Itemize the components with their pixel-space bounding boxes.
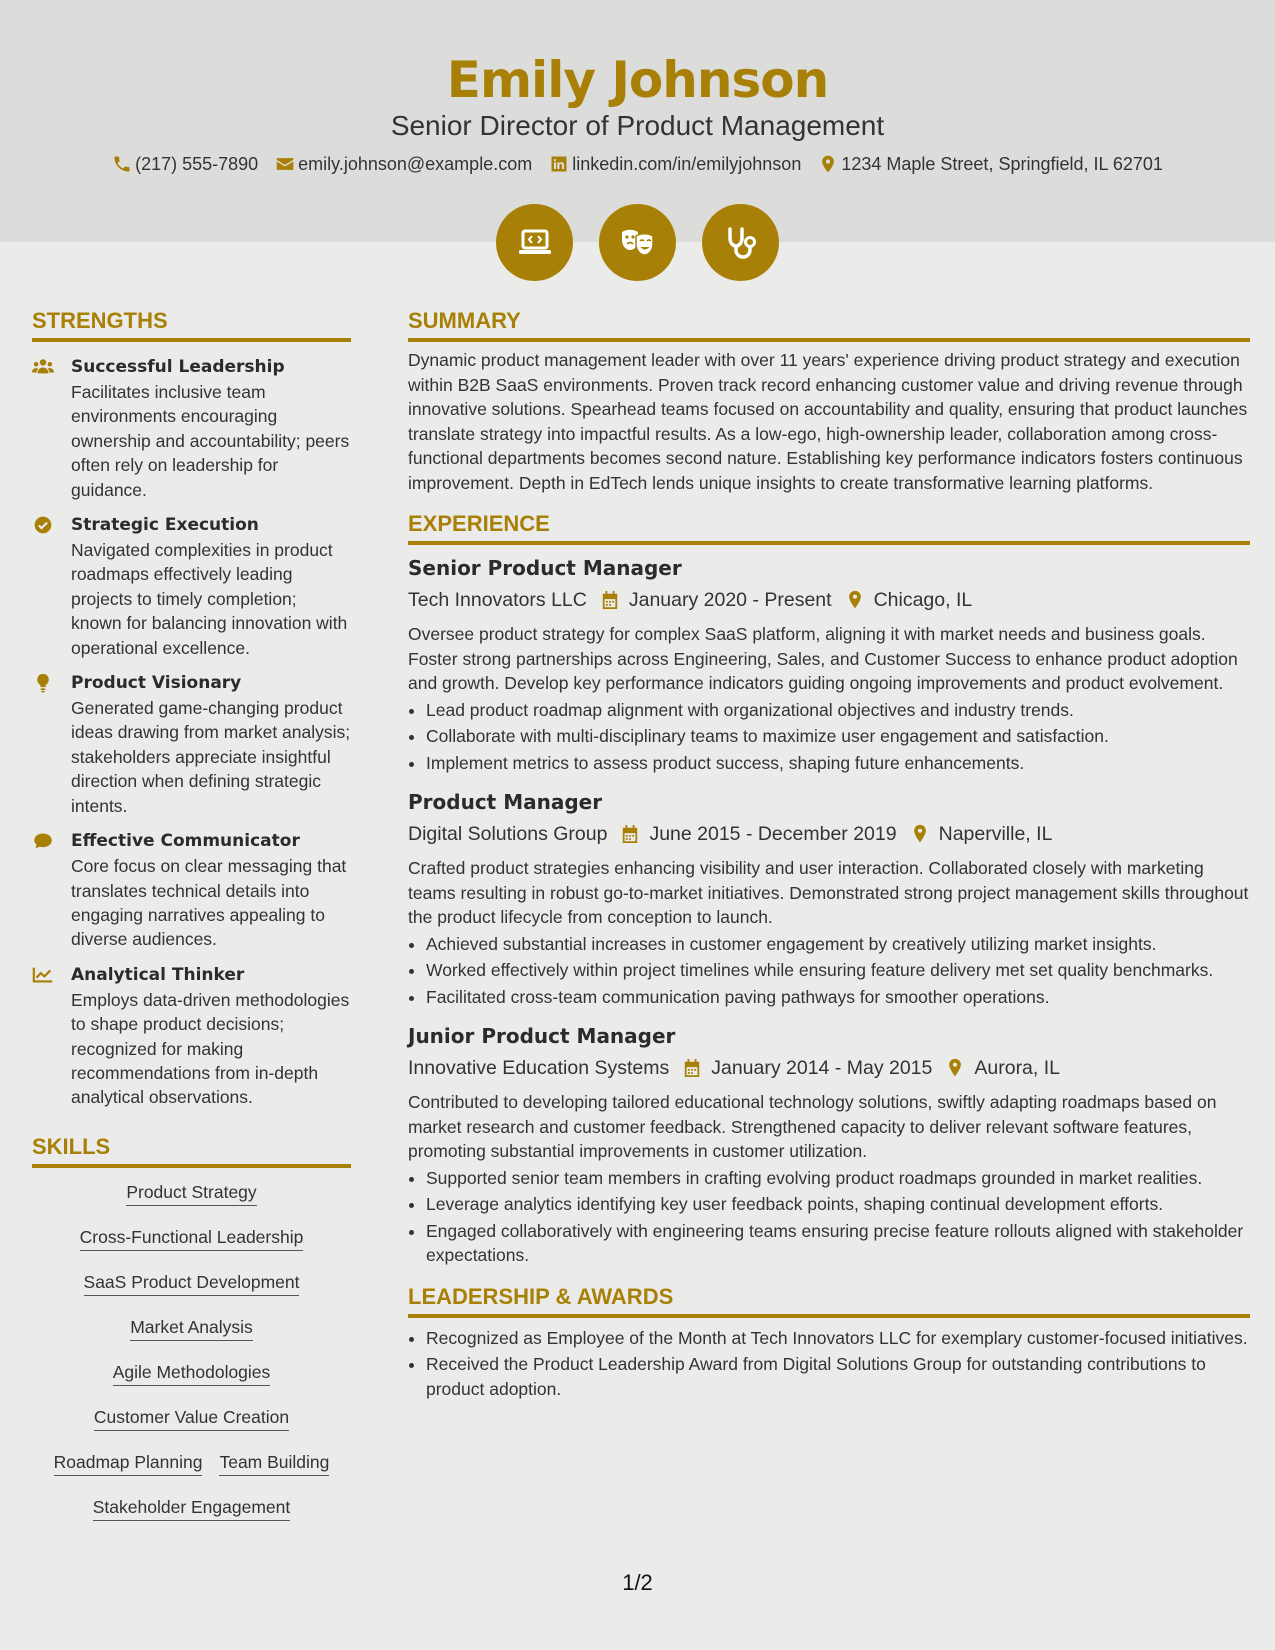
contact-bar: [0, 151, 1275, 177]
strength-title: Effective Communicator: [71, 831, 300, 852]
experience-section: [408, 509, 1250, 1268]
comment-icon: [32, 831, 54, 851]
job-description: Crafted product strategies enhancing visibility and user interaction. Collaborated closely with marketing teams resulting in robust go-to-market initiatives. Demonstrated strong project management skills throughout the product lifecycle from conception to launch.: [408, 858, 1249, 927]
list-item: • Worked effectively within project timelines while ensuring feature delivery met set quality benchmarks.: [426, 958, 1250, 983]
list-item: • Leverage analytics identifying key user feedback points, shaping continual development efforts.: [426, 1192, 1250, 1217]
list-item: • Achieved substantial increases in customer engagement by creatively utilizing market insights.: [426, 932, 1250, 957]
list-item: • Engaged collaboratively with engineering teams ensuring precise feature rollouts aligned with stakeholder expectations.: [426, 1219, 1250, 1268]
skill-tag: Product Strategy: [126, 1180, 256, 1206]
strengths-heading: STRENGTHS: [32, 306, 351, 342]
experience-heading: EXPERIENCE: [408, 509, 1250, 545]
strength-title: Strategic Execution: [71, 515, 259, 536]
map-pin-icon: [818, 154, 838, 174]
map-pin-icon: [911, 824, 929, 844]
list-item: • Facilitated cross-team communication paving pathways for smoother operations.: [426, 985, 1250, 1010]
skills-section: [32, 1132, 351, 1521]
job-title: Product Manager: [408, 790, 603, 814]
strength-desc: Generated game-changing product ideas drawing from market analysis; stakeholders appreciate insightful direction when defining strategic intents.: [71, 698, 351, 816]
users-icon: [32, 357, 54, 377]
contact-address-text: 1234 Maple Street, Springfield, IL 62701: [841, 154, 1163, 174]
contact-linkedin[interactable]: [549, 151, 801, 177]
job-dates: January 2020 - Present: [628, 589, 832, 611]
badge-stethoscope: [702, 204, 779, 281]
lightbulb-icon: [32, 673, 54, 693]
job-dates: January 2014 - May 2015: [711, 1057, 933, 1079]
skill-tag: SaaS Product Development: [84, 1270, 300, 1296]
strength-item: [32, 670, 351, 818]
interest-badges: [0, 204, 1275, 281]
laptop-code-icon: [515, 223, 555, 263]
strength-desc: Navigated complexities in product roadmaps effectively leading projects to timely completion; known for balancing innovation with operational excellence.: [71, 540, 348, 658]
strength-title: Successful Leadership: [71, 357, 285, 377]
job-entry: [408, 553, 1250, 775]
candidate-name: Emily Johnson: [446, 51, 829, 109]
phone-icon: [112, 154, 132, 174]
job-bullets: [408, 698, 1250, 776]
job-company: Innovative Education Systems: [408, 1057, 670, 1079]
linkedin-icon: [549, 154, 569, 174]
right-column: [408, 306, 1250, 1401]
skill-tag: Cross-Functional Leadership: [80, 1225, 304, 1251]
job-company: Tech Innovators LLC: [408, 589, 587, 611]
job-meta: [408, 1053, 1250, 1083]
strength-desc: Core focus on clear messaging that translates technical details into engaging narratives appealing to diverse audiences.: [71, 856, 347, 950]
contact-email-text: emily.johnson@example.com: [298, 154, 533, 174]
list-item: • Recognized as Employee of the Month at Tech Innovators LLC for exemplary customer-focused initiatives.: [426, 1326, 1250, 1351]
envelope-icon: [275, 154, 295, 174]
check-circle-icon: [32, 515, 54, 535]
skill-tag: Roadmap Planning: [54, 1450, 203, 1476]
page-indicator: 1/2: [622, 1570, 653, 1595]
skills-heading: SKILLS: [32, 1132, 351, 1168]
job-entry: [408, 787, 1250, 1009]
theater-masks-icon: [618, 223, 658, 263]
skill-tag: Customer Value Creation: [94, 1405, 289, 1431]
job-meta: [408, 819, 1250, 849]
contact-phone[interactable]: [112, 151, 258, 177]
job-dates: June 2015 - December 2019: [649, 823, 897, 845]
badge-masks: [599, 204, 676, 281]
list-item: • Collaborate with multi-disciplinary teams to maximize user engagement and satisfaction.: [426, 724, 1250, 749]
chart-line-icon: [32, 965, 54, 985]
calendar-icon: [683, 1058, 701, 1078]
leadership-section: [408, 1282, 1250, 1402]
stethoscope-icon: [721, 223, 761, 263]
leadership-list: [408, 1326, 1250, 1402]
strength-item: [32, 512, 351, 660]
strength-item: [32, 354, 351, 502]
job-description: Oversee product strategy for complex SaaS platform, aligning it with market needs and business goals. Foster strong partnerships across Engineering, Sales, and Customer Success to enhance product adoption and growth. Develop key performance indicators guiding ongoing improvements and product evolvement.: [408, 624, 1238, 693]
contact-phone-text: (217) 555-7890: [135, 154, 259, 174]
summary-text: Dynamic product management leader with over 11 years' experience driving product strategy and execution within B2B SaaS environments. Proven track record enhancing customer value and driving revenue through innovative solutions. Spearhead teams focused on accountability and quality, ensuring that product launches translate strategy into impactful results. As a low-ego, high-ownership leader, collaboration among cross-functional departments becomes second nature. Establishing key performance indicators fosters continuous improvement. Depth in EdTech lends unique insights to create transformative learning platforms.: [408, 350, 1248, 493]
calendar-icon: [621, 824, 639, 844]
list-item: • Implement metrics to assess product success, shaping future enhancements.: [426, 751, 1250, 776]
job-location: Naperville, IL: [938, 823, 1053, 845]
job-description: Contributed to developing tailored educational technology solutions, swiftly adapting roadmaps based on market research and customer feedback. Strengthened capacity to deliver relevant software features, promoting substantial improvements in customer utilization.: [408, 1092, 1217, 1161]
strength-item: [32, 828, 351, 952]
map-pin-icon: [846, 590, 864, 610]
list-item: • Supported senior team members in crafting evolving product roadmaps grounded in market realities.: [426, 1166, 1250, 1191]
summary-heading: SUMMARY: [408, 306, 1250, 342]
list-item: • Received the Product Leadership Award from Digital Solutions Group for outstanding contributions to product adoption.: [426, 1352, 1250, 1401]
skill-tag: Market Analysis: [130, 1315, 253, 1341]
strength-title: Analytical Thinker: [71, 964, 245, 985]
contact-address: [818, 151, 1163, 177]
job-location: Aurora, IL: [974, 1057, 1061, 1079]
job-title: Junior Product Manager: [408, 1024, 676, 1048]
contact-email[interactable]: [275, 151, 532, 177]
strength-desc: Employs data-driven methodologies to shape product decisions; recognized for making recommendations from in-depth analytical observations.: [71, 989, 350, 1108]
job-meta: [408, 585, 1250, 615]
calendar-icon: [601, 590, 619, 610]
list-item: • Lead product roadmap alignment with organizational objectives and industry trends.: [426, 698, 1250, 723]
job-entry: [408, 1021, 1250, 1268]
leadership-heading: LEADERSHIP & AWARDS: [408, 1282, 1250, 1318]
strength-title: Product Visionary: [71, 673, 242, 694]
job-title: Senior Product Manager: [408, 556, 682, 580]
badge-laptop: [496, 204, 573, 281]
strength-desc: Facilitates inclusive team environments encouraging ownership and accountability; peers often rely on leadership for guidance.: [71, 382, 350, 500]
job-bullets: [408, 932, 1250, 1010]
contact-linkedin-text: linkedin.com/in/emilyjohnson: [572, 154, 802, 174]
candidate-title: Senior Director of Product Management: [390, 110, 885, 141]
skill-tag: Agile Methodologies: [113, 1360, 271, 1386]
job-company: Digital Solutions Group: [408, 823, 608, 845]
skill-tag: Team Building: [219, 1450, 329, 1476]
skill-tag: Stakeholder Engagement: [93, 1495, 291, 1521]
job-location: Chicago, IL: [873, 589, 973, 611]
strength-item: [32, 962, 351, 1110]
map-pin-icon: [946, 1058, 964, 1078]
left-column: [32, 306, 351, 1521]
skills-list: [32, 1180, 351, 1521]
job-bullets: [408, 1166, 1250, 1268]
